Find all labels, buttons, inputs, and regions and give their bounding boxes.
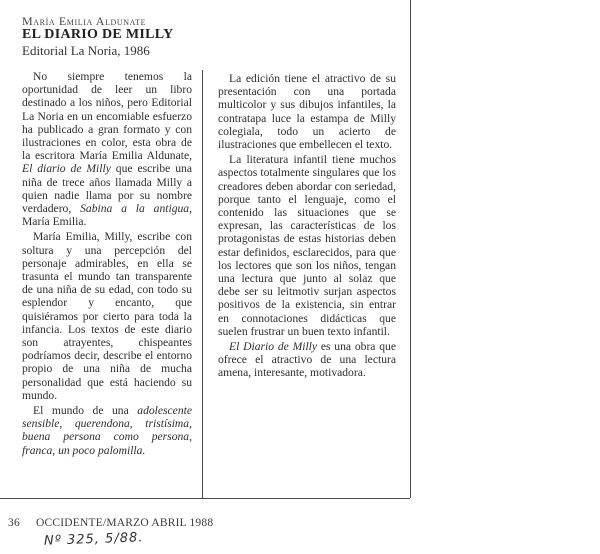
adjectives-italic: adolescente sensible, querendona, tristísima, buena persona como persona, franca, un poco palomilla. — [22, 404, 192, 457]
book-title-italic: El diario de Milly — [22, 162, 111, 176]
nickname-italic: Sabina a la antigua, — [80, 202, 192, 216]
publisher-line: Editorial La Noria, 1986 — [22, 43, 150, 58]
clipping-right-border — [410, 0, 411, 498]
handwritten-note: Nº 325, 5/88. — [43, 530, 144, 549]
book-title: EL DIARIO DE MILLY — [22, 27, 174, 42]
publication-issue: OCCIDENTE/MARZO ABRIL 1988 — [36, 517, 214, 529]
author-name: María Emilia Aldunate — [22, 14, 147, 28]
column-divider — [202, 70, 203, 498]
paragraph: No siempre tenemos la oportunidad de leer un libro destinado a los niños, pero Editorial La Noria en un encomiable esfuerzo ha publicado a gran formato y con ilustraciones en color, esta obra de la escritora María Emilia Aldunate, El diario de Milly que escribe una niña de trece años llamada Milly a quien nadie llama por su nombre verdadero, Sabina a la antigua, María Emilia. — [22, 70, 192, 229]
paragraph: El Diario de Milly es una obra que ofrece el atractivo de una lectura amena, interesante, motivadora. — [218, 340, 396, 380]
paragraph: María Emilia, Milly, escribe con soltura y una percepción del personaje admirables, en ella se trasunta el mundo tan transparente de una niña de su edad, con todo su esplendor y encanto, que quisiéramos por cierto para toda la infancia. Los textos de este diario son atrayentes, chispeantes podríamos decir, describe el entorno propio de una niña de mucha personalidad que está haciendo su mundo. — [22, 230, 192, 402]
page-number: 36 — [8, 517, 20, 529]
right-column — [218, 72, 396, 382]
left-column — [22, 70, 192, 459]
paragraph: El mundo de una adolescente sensible, querendona, tristísima, buena persona como persona, franca, un poco palomilla. — [22, 404, 192, 457]
page-footer — [8, 517, 213, 529]
book-title-italic: El Diario de Milly — [229, 340, 318, 354]
paragraph: La literatura infantil tiene muchos aspectos totalmente singulares que los creadores deben abordar con seriedad, porque tanto el lenguaje, como el contenido las situaciones que se expresan, las características de los protagonistas de estas historias deben estar definidos, esclarecidos, para que los lectores que son los niños, tengan una lectura que junto al solaz que debe ser su leitmotiv surjan aspectos positivos de la existencia, sin entrar en connotaciones didácticas que suelen frustrar un buen texto infantil. — [218, 153, 396, 338]
paragraph: La edición tiene el atractivo de su presentación con una portada multicolor y sus dibujos infantiles, la contratapa luce la estampa de Milly colegiala, todo un acierto de ilustraciones que embellecen el texto. — [218, 72, 396, 152]
clipping-bottom-border — [0, 498, 410, 499]
